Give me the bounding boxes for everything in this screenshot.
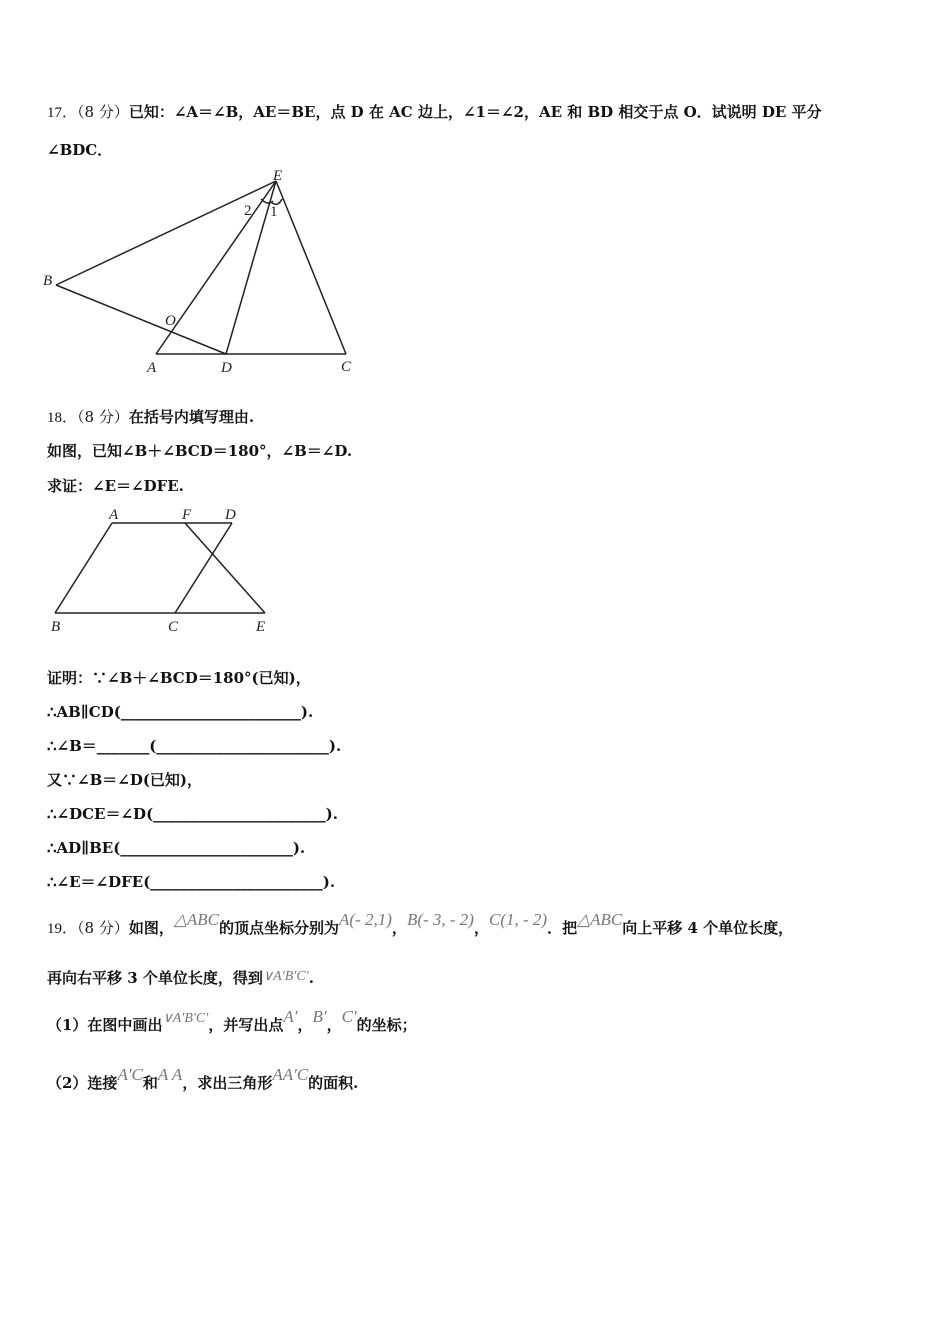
q19-comma4: ， bbox=[326, 1016, 342, 1034]
q18-figure bbox=[45, 503, 285, 638]
q19-score: （8 分） bbox=[77, 919, 129, 937]
q19-tri4: ∨A′B′C′ bbox=[162, 1011, 209, 1026]
q19-tri2: △ABC bbox=[577, 910, 623, 929]
q19-comma1: ， bbox=[391, 919, 407, 937]
q19-t1: 如图， bbox=[128, 919, 174, 937]
q18-title: 在括号内填写理由. bbox=[128, 408, 255, 426]
q19-pC: C(1, - 2) bbox=[488, 910, 548, 929]
q18-proof-line-2: ∴AB∥CD(________________________). bbox=[47, 703, 314, 721]
q19-tri5: AA′C bbox=[272, 1065, 309, 1084]
label-B: B bbox=[51, 619, 61, 635]
q17-score: （8 分） bbox=[77, 103, 129, 121]
q19-pA: A(- 2,1) bbox=[339, 910, 392, 929]
q19-comma3: ， bbox=[297, 1016, 313, 1034]
q19-sub1c: 的坐标； bbox=[356, 1016, 417, 1034]
q17-number: 17． bbox=[47, 105, 78, 121]
q18-line1 bbox=[47, 407, 254, 428]
q19-tri: △ABC bbox=[173, 910, 220, 929]
q18-proof-line-4: 又∵∠B＝∠D(已知)， bbox=[47, 771, 203, 789]
label-angle-1: 1 bbox=[270, 204, 278, 220]
q19-sub2 bbox=[47, 1065, 359, 1093]
q19-sub2a: （2）连接 bbox=[47, 1074, 118, 1092]
q19-Ap: A′ bbox=[283, 1007, 298, 1026]
label-E: E bbox=[273, 168, 283, 184]
q17-line2: ∠BDC． bbox=[47, 141, 113, 159]
edge-FE bbox=[185, 523, 265, 613]
label-A: A bbox=[147, 360, 157, 376]
q18-proof-line-6: ∴AD∥BE(_______________________). bbox=[47, 839, 306, 857]
q18-proof-line-3: ∴∠B＝_______(_______________________). bbox=[47, 737, 342, 755]
label-B: B bbox=[43, 273, 53, 289]
label-D: D bbox=[221, 360, 232, 376]
label-O: O bbox=[165, 313, 176, 329]
q17-text: 已知：∠A＝∠B，AE＝BE，点 D 在 AC 边上，∠1＝∠2，AE 和 BD 相交于点 O．试说明 DE 平分 bbox=[128, 103, 822, 121]
edge-DC bbox=[175, 523, 232, 613]
q19-pB: B(- 3, - 2) bbox=[406, 910, 474, 929]
q18-given: 如图，已知∠B＋∠BCD＝180°，∠B＝∠D. bbox=[47, 442, 353, 460]
q19-sub2b: 和 bbox=[142, 1074, 158, 1092]
q18-proof-line-7: ∴∠E＝∠DFE(_______________________). bbox=[47, 873, 336, 891]
edge-EB bbox=[56, 181, 276, 285]
q19-t2: 的顶点坐标分别为 bbox=[219, 919, 340, 937]
q19-line2b: . bbox=[308, 969, 315, 987]
q19-seg1: A′C bbox=[117, 1065, 143, 1084]
label-C: C bbox=[168, 619, 179, 635]
label-A: A bbox=[109, 507, 119, 523]
q18-proof-line-5: ∴∠DCE＝∠D(_______________________). bbox=[47, 805, 338, 823]
q19-sub2d: 的面积. bbox=[308, 1074, 359, 1092]
q19-Cp: C′ bbox=[341, 1007, 357, 1026]
q19-t3: ．把 bbox=[547, 919, 578, 937]
edge-AB bbox=[55, 523, 112, 613]
label-D: D bbox=[225, 507, 236, 523]
q18-number: 18． bbox=[47, 410, 78, 426]
q18-proof-line-1: 证明：∵∠B＋∠BCD＝180°(已知)， bbox=[47, 669, 311, 687]
q19-line2a: 再向右平移 3 个单位长度，得到 bbox=[47, 969, 263, 987]
q19-t4: 向上平移 4 个单位长度， bbox=[622, 919, 794, 937]
q19-Bp: B′ bbox=[312, 1007, 327, 1026]
q19-tri3: ∨A′B′C′ bbox=[262, 969, 309, 984]
q19-sub1 bbox=[47, 1007, 417, 1037]
q17-line1 bbox=[47, 102, 822, 123]
label-F: F bbox=[182, 507, 192, 523]
q17-figure bbox=[40, 165, 370, 380]
q19-number: 19． bbox=[47, 921, 78, 937]
edge-BD bbox=[56, 285, 226, 354]
q19-sub1b: ，并写出点 bbox=[208, 1016, 284, 1034]
label-C: C bbox=[341, 359, 352, 375]
q19-line1 bbox=[47, 910, 794, 939]
q18-score: （8 分） bbox=[77, 408, 129, 426]
q19-line2 bbox=[47, 968, 314, 990]
edge-EC bbox=[276, 181, 346, 354]
q19-sub1a: （1）在图中画出 bbox=[47, 1016, 163, 1034]
label-angle-2: 2 bbox=[244, 203, 252, 219]
label-E: E bbox=[256, 619, 266, 635]
q18-prove: 求证：∠E＝∠DFE. bbox=[47, 477, 184, 495]
q19-comma2: ， bbox=[473, 919, 489, 937]
q19-sub2c: ，求出三角形 bbox=[182, 1074, 273, 1092]
q19-seg2: A A bbox=[157, 1065, 183, 1084]
